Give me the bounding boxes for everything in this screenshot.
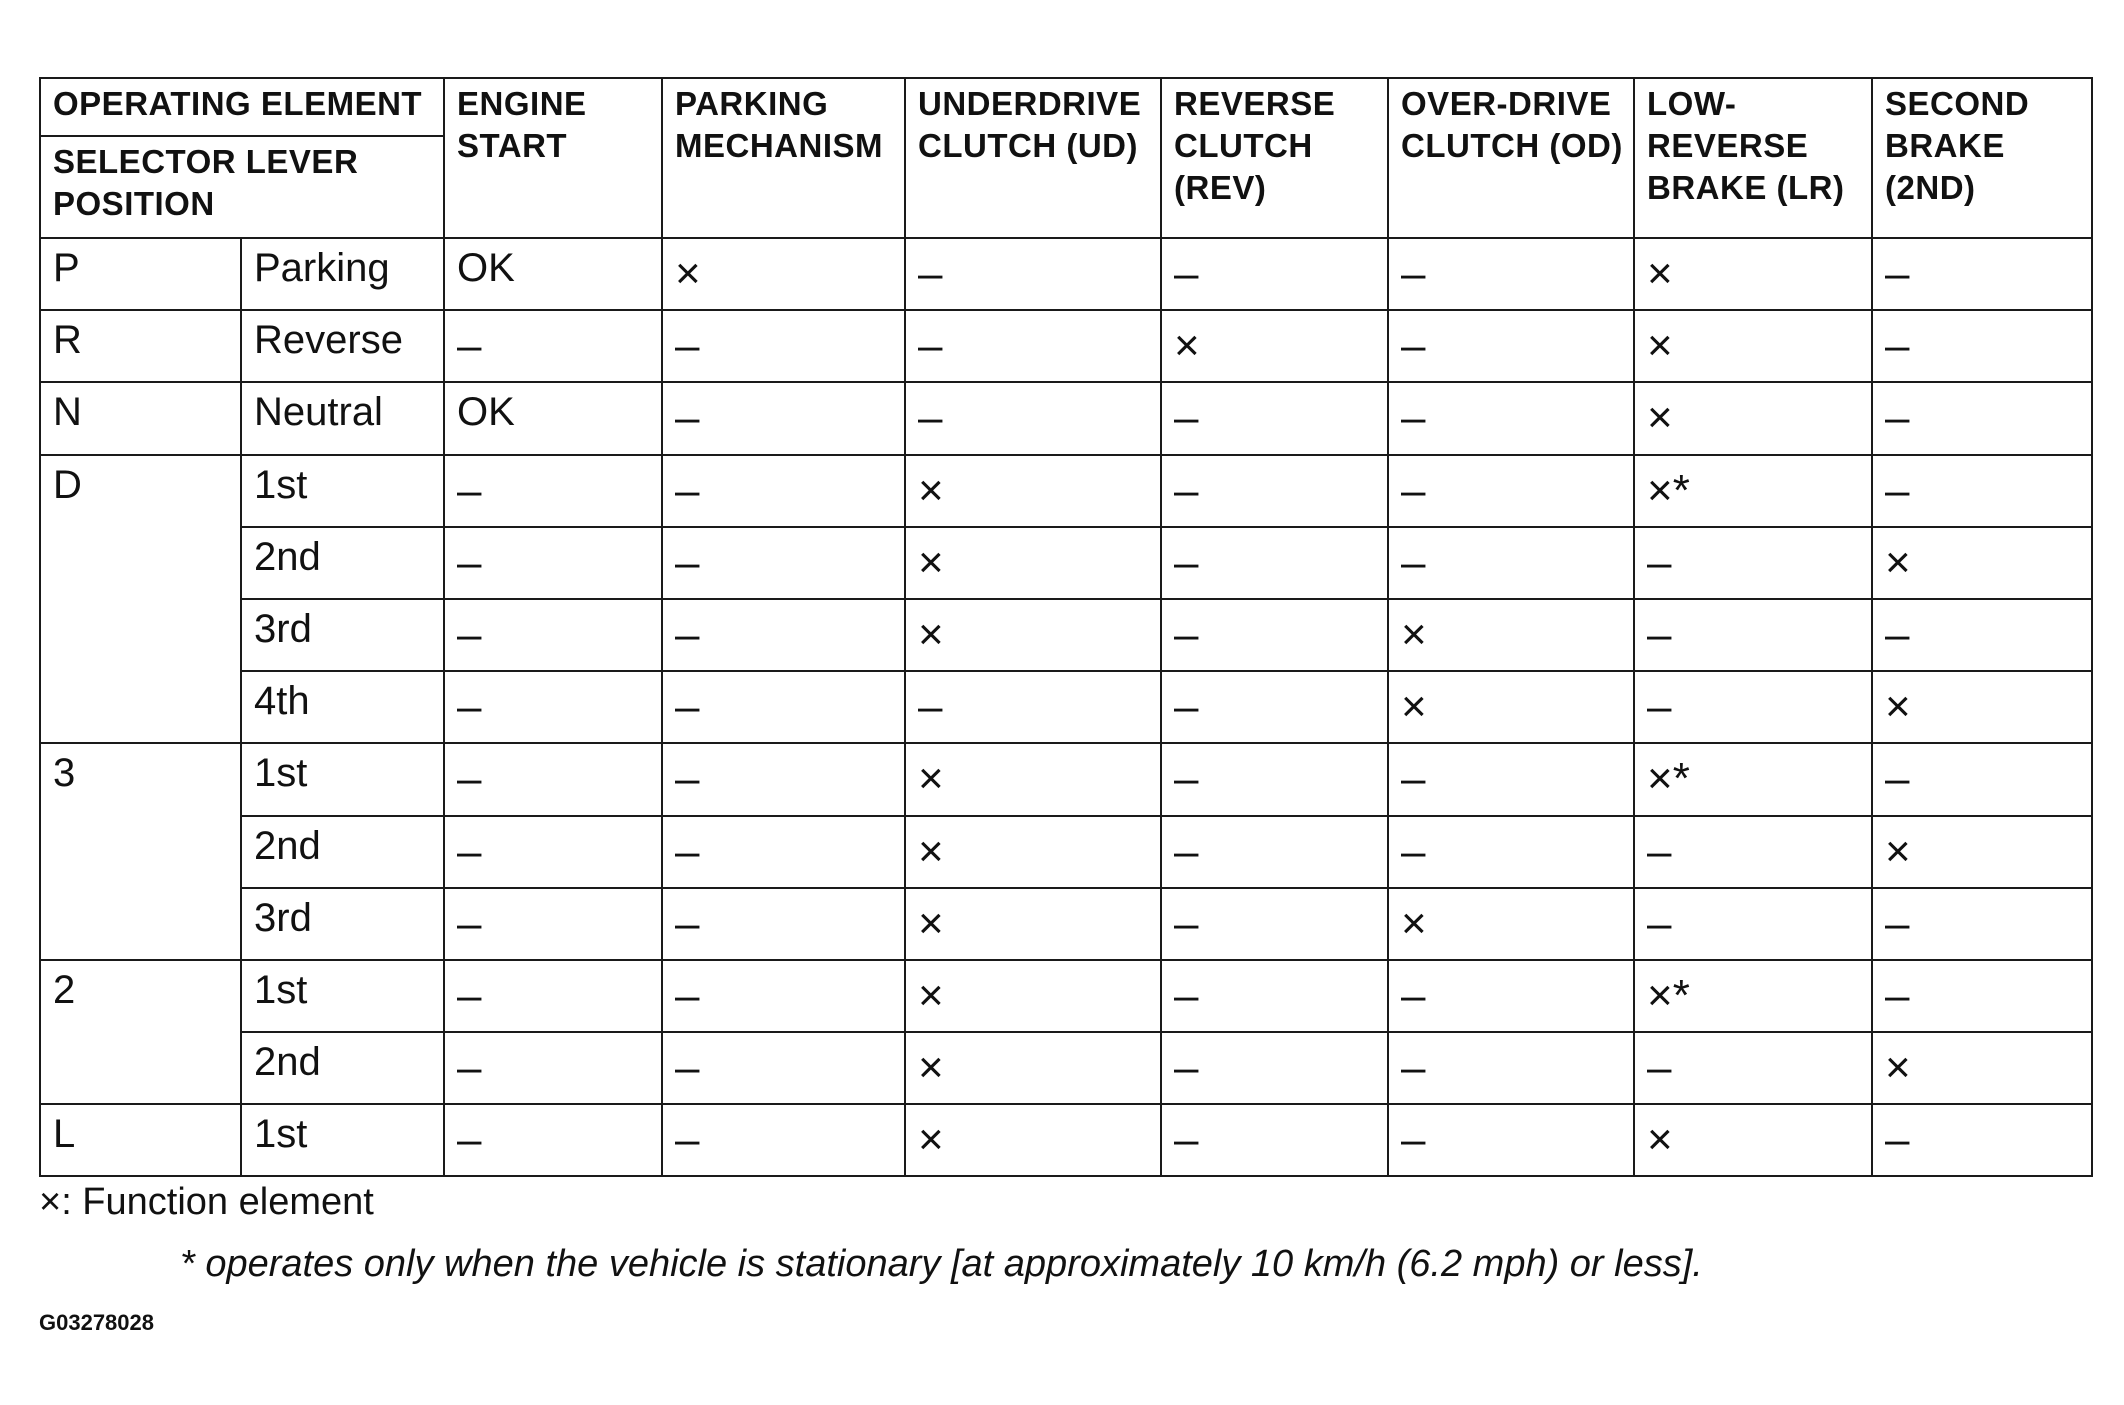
parking-mechanism-cell: –	[662, 960, 905, 1032]
gear-cell: 2nd	[241, 1032, 444, 1104]
low-reverse-brake-cell: ×*	[1634, 455, 1872, 527]
header-low-reverse-brake: LOW-REVERSE BRAKE (LR)	[1634, 78, 1872, 238]
underdrive-clutch-cell: ×	[905, 888, 1161, 960]
table-row	[40, 599, 2092, 671]
overdrive-clutch-cell: ×	[1388, 671, 1634, 743]
selector-position-cell: R	[40, 310, 241, 382]
overdrive-clutch-cell: –	[1388, 960, 1634, 1032]
underdrive-clutch-cell: ×	[905, 527, 1161, 599]
low-reverse-brake-cell: ×*	[1634, 960, 1872, 1032]
engine-start-cell: –	[444, 888, 662, 960]
gear-cell: 1st	[241, 455, 444, 527]
second-brake-cell: –	[1872, 310, 2092, 382]
second-brake-cell: ×	[1872, 816, 2092, 888]
overdrive-clutch-cell: –	[1388, 816, 1634, 888]
low-reverse-brake-cell: ×	[1634, 382, 1872, 454]
engine-start-cell: –	[444, 599, 662, 671]
parking-mechanism-cell: –	[662, 527, 905, 599]
reverse-clutch-cell: –	[1161, 382, 1388, 454]
header-operating-element: OPERATING ELEMENT	[40, 78, 444, 136]
operating-element-table	[39, 77, 2093, 1177]
overdrive-clutch-cell: ×	[1388, 599, 1634, 671]
engine-start-cell: –	[444, 310, 662, 382]
second-brake-cell: –	[1872, 1104, 2092, 1176]
header-row	[40, 78, 2092, 136]
table-row	[40, 238, 2092, 310]
engine-start-cell: –	[444, 455, 662, 527]
overdrive-clutch-cell: –	[1388, 1104, 1634, 1176]
underdrive-clutch-cell: –	[905, 310, 1161, 382]
table-row	[40, 310, 2092, 382]
engine-start-cell: –	[444, 1104, 662, 1176]
selector-position-cell: N	[40, 382, 241, 454]
parking-mechanism-cell: –	[662, 310, 905, 382]
reverse-clutch-cell: –	[1161, 238, 1388, 310]
second-brake-cell: –	[1872, 382, 2092, 454]
reverse-clutch-cell: –	[1161, 816, 1388, 888]
underdrive-clutch-cell: ×	[905, 1032, 1161, 1104]
header-second-brake: SECOND BRAKE (2ND)	[1872, 78, 2092, 238]
gear-cell: 2nd	[241, 527, 444, 599]
gear-cell: 1st	[241, 743, 444, 815]
underdrive-clutch-cell: ×	[905, 1104, 1161, 1176]
underdrive-clutch-cell: ×	[905, 455, 1161, 527]
table-row	[40, 816, 2092, 888]
low-reverse-brake-cell: –	[1634, 816, 1872, 888]
reverse-clutch-cell: ×	[1161, 310, 1388, 382]
underdrive-clutch-cell: ×	[905, 743, 1161, 815]
gear-cell: Parking	[241, 238, 444, 310]
low-reverse-brake-cell: –	[1634, 671, 1872, 743]
footnote-text: * operates only when the vehicle is stationary [at approximately 10 km/h (6.2 mph) or less].	[180, 1243, 1703, 1285]
parking-mechanism-cell: –	[662, 1104, 905, 1176]
table-row	[40, 743, 2092, 815]
underdrive-clutch-cell: ×	[905, 599, 1161, 671]
underdrive-clutch-cell: –	[905, 382, 1161, 454]
selector-position-cell: 3	[40, 743, 241, 960]
second-brake-cell: –	[1872, 743, 2092, 815]
table-row	[40, 671, 2092, 743]
figure-id: G03278028	[39, 1310, 154, 1335]
low-reverse-brake-cell: ×	[1634, 310, 1872, 382]
overdrive-clutch-cell: –	[1388, 238, 1634, 310]
table-row	[40, 527, 2092, 599]
reverse-clutch-cell: –	[1161, 671, 1388, 743]
overdrive-clutch-cell: –	[1388, 382, 1634, 454]
low-reverse-brake-cell: –	[1634, 1032, 1872, 1104]
parking-mechanism-cell: –	[662, 382, 905, 454]
second-brake-cell: –	[1872, 960, 2092, 1032]
parking-mechanism-cell: –	[662, 599, 905, 671]
gear-cell: 3rd	[241, 888, 444, 960]
overdrive-clutch-cell: –	[1388, 743, 1634, 815]
header-selector-lever-position: SELECTOR LEVER POSITION	[40, 136, 444, 238]
table-row	[40, 382, 2092, 454]
underdrive-clutch-cell: ×	[905, 816, 1161, 888]
gear-cell: Reverse	[241, 310, 444, 382]
low-reverse-brake-cell: ×	[1634, 1104, 1872, 1176]
engine-start-cell: –	[444, 743, 662, 815]
low-reverse-brake-cell: ×	[1634, 238, 1872, 310]
reverse-clutch-cell: –	[1161, 960, 1388, 1032]
engine-start-cell: –	[444, 671, 662, 743]
table-row	[40, 888, 2092, 960]
overdrive-clutch-cell: ×	[1388, 888, 1634, 960]
parking-mechanism-cell: –	[662, 743, 905, 815]
low-reverse-brake-cell: ×*	[1634, 743, 1872, 815]
selector-position-cell: P	[40, 238, 241, 310]
parking-mechanism-cell: –	[662, 1032, 905, 1104]
table-row	[40, 1104, 2092, 1176]
gear-cell: 2nd	[241, 816, 444, 888]
table-row	[40, 960, 2092, 1032]
gear-cell: 1st	[241, 1104, 444, 1176]
header-reverse-clutch: REVERSE CLUTCH (REV)	[1161, 78, 1388, 238]
parking-mechanism-cell: –	[662, 671, 905, 743]
header-engine-start: ENGINE START	[444, 78, 662, 238]
engine-start-cell: OK	[444, 382, 662, 454]
low-reverse-brake-cell: –	[1634, 888, 1872, 960]
underdrive-clutch-cell: –	[905, 671, 1161, 743]
header-parking-mechanism: PARKING MECHANISM	[662, 78, 905, 238]
overdrive-clutch-cell: –	[1388, 1032, 1634, 1104]
low-reverse-brake-cell: –	[1634, 527, 1872, 599]
header-overdrive-clutch: OVER-DRIVE CLUTCH (OD)	[1388, 78, 1634, 238]
low-reverse-brake-cell: –	[1634, 599, 1872, 671]
engine-start-cell: –	[444, 960, 662, 1032]
selector-position-cell: L	[40, 1104, 241, 1176]
parking-mechanism-cell: ×	[662, 238, 905, 310]
parking-mechanism-cell: –	[662, 816, 905, 888]
second-brake-cell: –	[1872, 238, 2092, 310]
reverse-clutch-cell: –	[1161, 527, 1388, 599]
overdrive-clutch-cell: –	[1388, 527, 1634, 599]
overdrive-clutch-cell: –	[1388, 310, 1634, 382]
engine-start-cell: OK	[444, 238, 662, 310]
gear-cell: 4th	[241, 671, 444, 743]
second-brake-cell: ×	[1872, 671, 2092, 743]
engine-start-cell: –	[444, 1032, 662, 1104]
reverse-clutch-cell: –	[1161, 455, 1388, 527]
parking-mechanism-cell: –	[662, 455, 905, 527]
engine-start-cell: –	[444, 816, 662, 888]
table-row	[40, 455, 2092, 527]
selector-position-cell: D	[40, 455, 241, 744]
reverse-clutch-cell: –	[1161, 599, 1388, 671]
underdrive-clutch-cell: ×	[905, 960, 1161, 1032]
reverse-clutch-cell: –	[1161, 1032, 1388, 1104]
reverse-clutch-cell: –	[1161, 743, 1388, 815]
reverse-clutch-cell: –	[1161, 1104, 1388, 1176]
table-row	[40, 1032, 2092, 1104]
second-brake-cell: ×	[1872, 1032, 2092, 1104]
gear-cell: Neutral	[241, 382, 444, 454]
second-brake-cell: –	[1872, 455, 2092, 527]
gear-cell: 3rd	[241, 599, 444, 671]
selector-position-cell: 2	[40, 960, 241, 1104]
second-brake-cell: ×	[1872, 527, 2092, 599]
table-body	[40, 78, 2092, 1176]
second-brake-cell: –	[1872, 599, 2092, 671]
header-underdrive-clutch: UNDERDRIVE CLUTCH (UD)	[905, 78, 1161, 238]
second-brake-cell: –	[1872, 888, 2092, 960]
reverse-clutch-cell: –	[1161, 888, 1388, 960]
engine-start-cell: –	[444, 527, 662, 599]
underdrive-clutch-cell: –	[905, 238, 1161, 310]
parking-mechanism-cell: –	[662, 888, 905, 960]
overdrive-clutch-cell: –	[1388, 455, 1634, 527]
legend-text: ×: Function element	[39, 1181, 374, 1223]
gear-cell: 1st	[241, 960, 444, 1032]
